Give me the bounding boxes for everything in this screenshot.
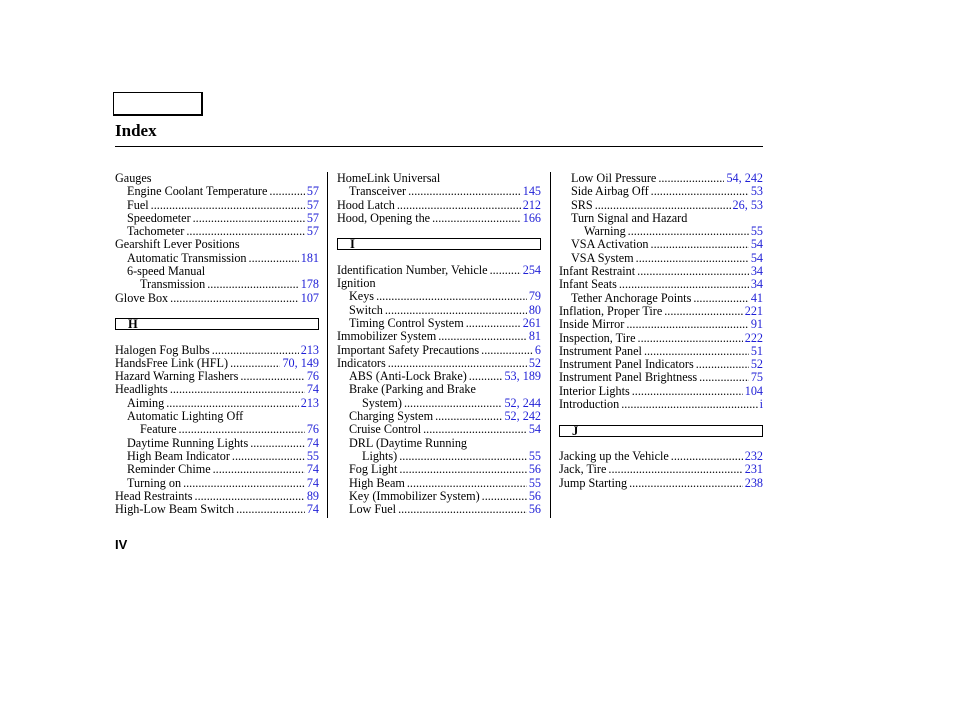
entry-label: Instrument Panel Indicators bbox=[559, 357, 694, 372]
leader-dots bbox=[166, 397, 298, 410]
index-entry bbox=[559, 450, 763, 463]
entry-label: Instrument Panel bbox=[559, 343, 642, 358]
leader-dots bbox=[236, 503, 305, 516]
leader-dots bbox=[651, 238, 749, 251]
entry-label: Halogen Fog Bulbs bbox=[115, 342, 210, 357]
index-entry bbox=[337, 503, 541, 516]
leader-dots bbox=[664, 305, 742, 318]
page-link[interactable]: 6 bbox=[534, 342, 541, 357]
page-link[interactable]: 75 bbox=[750, 370, 763, 385]
entry-label: Infant Restraint bbox=[559, 264, 636, 279]
index-entry bbox=[337, 185, 541, 198]
index-entry bbox=[559, 172, 763, 185]
page-link[interactable]: 80 bbox=[528, 302, 541, 317]
index-entry bbox=[559, 238, 763, 251]
index-entry bbox=[559, 358, 763, 371]
page-link[interactable]: 54 bbox=[528, 422, 541, 437]
entry-label: Ignition bbox=[337, 276, 376, 291]
entry-label: Identification Number, Vehicle bbox=[337, 262, 488, 277]
index-entry bbox=[559, 345, 763, 358]
leader-dots bbox=[376, 290, 527, 303]
leader-dots bbox=[230, 357, 280, 370]
page-link[interactable]: 181 bbox=[300, 250, 319, 265]
leader-dots bbox=[658, 172, 724, 185]
leader-dots bbox=[608, 463, 742, 476]
column-divider-2 bbox=[550, 172, 551, 518]
index-entry bbox=[337, 330, 541, 343]
page-link[interactable]: 74 bbox=[306, 382, 319, 397]
leader-dots bbox=[179, 423, 305, 436]
index-entry bbox=[115, 292, 319, 305]
leader-dots bbox=[232, 450, 305, 463]
entry-label: Keys bbox=[349, 289, 375, 304]
entry-label: Low Oil Pressure bbox=[571, 171, 657, 185]
leader-dots bbox=[385, 304, 527, 317]
entry-label: Indicators bbox=[337, 355, 386, 370]
index-entry bbox=[559, 252, 763, 265]
entry-label: Fog Light bbox=[349, 462, 398, 477]
entry-label: Charging System bbox=[349, 409, 434, 424]
section-header: H bbox=[115, 318, 319, 330]
page-link[interactable]: 91 bbox=[750, 317, 763, 332]
index-entry bbox=[115, 503, 319, 516]
entry-label: Switch bbox=[349, 302, 383, 317]
index-entry bbox=[115, 252, 319, 265]
index-entry bbox=[115, 278, 319, 291]
index-tab-box bbox=[113, 92, 203, 116]
page-link[interactable]: 74 bbox=[306, 462, 319, 477]
leader-dots bbox=[637, 265, 749, 278]
entry-label: Jump Starting bbox=[559, 475, 628, 490]
entry-label: Key (Immobilizer System) bbox=[349, 488, 480, 503]
index-entry bbox=[559, 332, 763, 345]
entry-label: Brake (Parking and Brake bbox=[349, 382, 476, 397]
index-entry bbox=[115, 437, 319, 450]
page-link[interactable]: 54 bbox=[750, 250, 763, 265]
index-entry bbox=[115, 423, 319, 436]
leader-dots bbox=[469, 370, 503, 383]
page-link[interactable]: 145 bbox=[522, 184, 541, 199]
index-entry bbox=[337, 450, 541, 463]
page-link[interactable]: 70, 149 bbox=[282, 355, 319, 370]
index-entry bbox=[337, 477, 541, 490]
page-link[interactable]: 76 bbox=[306, 422, 319, 437]
leader-dots bbox=[644, 345, 749, 358]
page-link[interactable]: 53, 189 bbox=[504, 369, 541, 384]
entry-label: Cruise Control bbox=[349, 422, 422, 437]
index-entry bbox=[559, 305, 763, 318]
leader-dots bbox=[482, 490, 527, 503]
leader-dots bbox=[621, 398, 757, 411]
spacer bbox=[115, 305, 319, 318]
entry-label: Transceiver bbox=[349, 184, 407, 199]
spacer bbox=[559, 437, 763, 450]
index-entry bbox=[337, 290, 541, 303]
entry-label: VSA System bbox=[571, 250, 634, 265]
leader-dots bbox=[183, 477, 305, 490]
page-link[interactable]: 57 bbox=[306, 224, 319, 239]
index-column-2 bbox=[337, 172, 541, 516]
page-link[interactable]: 221 bbox=[744, 303, 763, 318]
entry-label: High Beam Indicator bbox=[127, 448, 230, 463]
page-link[interactable]: 212 bbox=[522, 197, 541, 212]
entry-label: Automatic Lighting Off bbox=[127, 409, 244, 424]
entry-label: Low Fuel bbox=[349, 502, 397, 517]
leader-dots bbox=[170, 383, 305, 396]
page-link[interactable]: 213 bbox=[300, 395, 319, 410]
index-column-3 bbox=[559, 172, 763, 490]
leader-dots bbox=[638, 332, 743, 345]
entry-label: Head Restraints bbox=[115, 488, 193, 503]
leader-dots bbox=[399, 463, 526, 476]
page-link[interactable]: 53 bbox=[750, 184, 763, 199]
section-header: I bbox=[337, 238, 541, 250]
leader-dots bbox=[269, 185, 304, 198]
index-entry bbox=[115, 397, 319, 410]
entry-label: Fuel bbox=[127, 197, 149, 212]
entry-label: Glove Box bbox=[115, 290, 169, 305]
page-link[interactable]: 74 bbox=[306, 475, 319, 490]
page-link[interactable]: 261 bbox=[522, 315, 541, 330]
page-link[interactable]: i bbox=[759, 397, 763, 412]
page-link[interactable]: 52, 242 bbox=[504, 409, 541, 424]
index-column-1 bbox=[115, 172, 319, 516]
spacer bbox=[337, 250, 541, 263]
page-link[interactable]: 231 bbox=[744, 462, 763, 477]
entry-label: Automatic Transmission bbox=[127, 250, 247, 265]
page-link[interactable]: 34 bbox=[750, 264, 763, 279]
leader-dots bbox=[399, 450, 527, 463]
index-entry bbox=[115, 410, 319, 423]
page-link[interactable]: 52, 244 bbox=[504, 395, 541, 410]
page-link[interactable]: 55 bbox=[306, 448, 319, 463]
leader-dots bbox=[595, 199, 731, 212]
index-entry bbox=[337, 423, 541, 436]
page-link[interactable]: 55 bbox=[528, 475, 541, 490]
page-link[interactable]: 57 bbox=[306, 184, 319, 199]
entry-label: Engine Coolant Temperature bbox=[127, 184, 268, 199]
index-entry bbox=[559, 463, 763, 476]
index-entry bbox=[115, 450, 319, 463]
index-entry bbox=[559, 477, 763, 490]
index-entry bbox=[559, 199, 763, 212]
entry-label: Timing Control System bbox=[349, 315, 464, 330]
page-link[interactable]: 89 bbox=[306, 488, 319, 503]
page-link[interactable]: 41 bbox=[750, 290, 763, 305]
index-entry bbox=[115, 225, 319, 238]
entry-label: Inflation, Proper Tire bbox=[559, 303, 663, 318]
page-link[interactable]: 76 bbox=[306, 369, 319, 384]
index-entry bbox=[337, 397, 541, 410]
page-title: Index bbox=[115, 121, 157, 140]
entry-label: Transmission bbox=[140, 277, 206, 292]
index-entry bbox=[337, 212, 541, 225]
leader-dots bbox=[699, 371, 749, 384]
index-entry bbox=[337, 317, 541, 330]
leader-dots bbox=[398, 503, 527, 516]
index-entry bbox=[337, 264, 541, 277]
entry-label: 6-speed Manual bbox=[127, 264, 206, 279]
page-link[interactable]: 104 bbox=[744, 383, 763, 398]
page-link[interactable]: 238 bbox=[744, 475, 763, 490]
entry-label: Warning bbox=[584, 224, 626, 239]
spacer bbox=[559, 411, 763, 424]
leader-dots bbox=[249, 252, 299, 265]
entry-label: Aiming bbox=[127, 395, 165, 410]
leader-dots bbox=[397, 199, 521, 212]
index-entry bbox=[115, 463, 319, 476]
leader-dots bbox=[170, 292, 299, 305]
index-entry bbox=[115, 212, 319, 225]
entry-label: Tachometer bbox=[127, 224, 185, 239]
entry-label: HomeLink Universal bbox=[337, 171, 441, 185]
index-entry bbox=[115, 490, 319, 503]
entry-label: Gearshift Lever Positions bbox=[115, 237, 240, 252]
entry-label: SRS bbox=[571, 197, 593, 212]
page-link[interactable]: 55 bbox=[750, 224, 763, 239]
page-number: IV bbox=[115, 537, 128, 552]
index-entry bbox=[115, 172, 319, 185]
entry-label: Reminder Chime bbox=[127, 462, 211, 477]
leader-dots bbox=[490, 264, 521, 277]
index-entry bbox=[559, 385, 763, 398]
entry-label: Hood Latch bbox=[337, 197, 395, 212]
entry-label: Tether Anchorage Points bbox=[571, 290, 692, 305]
page-link[interactable]: 52 bbox=[750, 357, 763, 372]
entry-label: Hood, Opening the bbox=[337, 210, 431, 225]
entry-label: VSA Activation bbox=[571, 237, 649, 252]
index-entry bbox=[115, 383, 319, 396]
index-entry bbox=[115, 477, 319, 490]
entry-label: ABS (Anti-Lock Brake) bbox=[349, 369, 467, 384]
entry-label: High Beam bbox=[349, 475, 405, 490]
entry-label: Turning on bbox=[127, 475, 182, 490]
index-entry bbox=[115, 265, 319, 278]
page-link[interactable]: 81 bbox=[528, 329, 541, 344]
index-entry bbox=[559, 185, 763, 198]
leader-dots bbox=[388, 357, 527, 370]
page-link[interactable]: 52 bbox=[528, 355, 541, 370]
leader-dots bbox=[628, 225, 749, 238]
leader-dots bbox=[629, 477, 743, 490]
index-entry bbox=[559, 265, 763, 278]
index-entry bbox=[115, 357, 319, 370]
entry-label: Inside Mirror bbox=[559, 317, 625, 332]
leader-dots bbox=[408, 185, 521, 198]
leader-dots bbox=[186, 225, 304, 238]
spacer bbox=[115, 330, 319, 343]
entry-label: Lights) bbox=[362, 448, 398, 463]
page-link[interactable]: 26, 53 bbox=[732, 197, 763, 212]
index-entry bbox=[337, 437, 541, 450]
page-link[interactable]: 56 bbox=[528, 488, 541, 503]
page-link[interactable]: 74 bbox=[306, 502, 319, 517]
leader-dots bbox=[432, 212, 521, 225]
entry-label: Introduction bbox=[559, 397, 620, 412]
index-entry bbox=[559, 398, 763, 411]
page-link[interactable]: 57 bbox=[306, 210, 319, 225]
entry-label: HandsFree Link (HFL) bbox=[115, 355, 229, 370]
entry-label: Side Airbag Off bbox=[571, 184, 649, 199]
entry-label: Hazard Warning Flashers bbox=[115, 369, 239, 384]
leader-dots bbox=[407, 477, 527, 490]
leader-dots bbox=[619, 278, 749, 291]
entry-label: Interior Lights bbox=[559, 383, 630, 398]
page-link[interactable]: 34 bbox=[750, 277, 763, 292]
leader-dots bbox=[636, 252, 749, 265]
index-entry bbox=[337, 277, 541, 290]
entry-label: Instrument Panel Brightness bbox=[559, 370, 698, 385]
index-entry bbox=[115, 370, 319, 383]
entry-label: Daytime Running Lights bbox=[127, 435, 249, 450]
leader-dots bbox=[404, 397, 502, 410]
entry-label: High-Low Beam Switch bbox=[115, 502, 235, 517]
page-link[interactable]: 56 bbox=[528, 462, 541, 477]
entry-label: Important Safety Precautions bbox=[337, 342, 480, 357]
index-entry bbox=[559, 318, 763, 331]
leader-dots bbox=[651, 185, 749, 198]
page-link[interactable]: 213 bbox=[300, 342, 319, 357]
section-header: J bbox=[559, 425, 763, 437]
index-entry bbox=[559, 225, 763, 238]
entry-label: Inspection, Tire bbox=[559, 330, 636, 345]
index-entry bbox=[337, 370, 541, 383]
spacer bbox=[337, 225, 541, 238]
index-entry bbox=[337, 199, 541, 212]
page-link[interactable]: 254 bbox=[522, 262, 541, 277]
index-entry bbox=[115, 344, 319, 357]
leader-dots bbox=[466, 317, 521, 330]
leader-dots bbox=[438, 330, 527, 343]
index-entry bbox=[337, 463, 541, 476]
leader-dots bbox=[240, 370, 304, 383]
index-entry bbox=[337, 172, 541, 185]
column-divider-1 bbox=[327, 172, 328, 518]
leader-dots bbox=[671, 450, 743, 463]
page-link[interactable]: 107 bbox=[300, 290, 319, 305]
index-entry bbox=[337, 383, 541, 396]
index-entry bbox=[337, 344, 541, 357]
page-link[interactable]: 54, 242 bbox=[726, 171, 763, 185]
leader-dots bbox=[151, 199, 305, 212]
entry-label: Turn Signal and Hazard bbox=[571, 210, 688, 225]
entry-label: System) bbox=[362, 395, 402, 410]
index-entry bbox=[559, 292, 763, 305]
entry-label: Infant Seats bbox=[559, 277, 617, 292]
entry-label: Jack, Tire bbox=[559, 462, 607, 477]
index-entry bbox=[559, 278, 763, 291]
entry-label: Headlights bbox=[115, 382, 168, 397]
index-entry bbox=[559, 371, 763, 384]
leader-dots bbox=[481, 344, 533, 357]
page-link[interactable]: 166 bbox=[522, 210, 541, 225]
index-entry bbox=[337, 490, 541, 503]
entry-label: DRL (Daytime Running bbox=[349, 435, 468, 450]
leader-dots bbox=[696, 358, 749, 371]
page-link[interactable]: 54 bbox=[750, 237, 763, 252]
leader-dots bbox=[626, 318, 748, 331]
index-entry bbox=[115, 199, 319, 212]
page-link[interactable]: 222 bbox=[744, 330, 763, 345]
index-entry bbox=[337, 357, 541, 370]
leader-dots bbox=[212, 344, 299, 357]
index-entry bbox=[559, 212, 763, 225]
entry-label: Jacking up the Vehicle bbox=[559, 448, 669, 463]
leader-dots bbox=[632, 385, 743, 398]
page-link[interactable]: 51 bbox=[750, 343, 763, 358]
leader-dots bbox=[693, 292, 748, 305]
leader-dots bbox=[207, 278, 298, 291]
page-link[interactable]: 74 bbox=[306, 435, 319, 450]
leader-dots bbox=[195, 490, 305, 503]
page-link[interactable]: 55 bbox=[528, 448, 541, 463]
leader-dots bbox=[213, 463, 305, 476]
leader-dots bbox=[423, 423, 527, 436]
index-entry bbox=[337, 410, 541, 423]
index-entry bbox=[115, 185, 319, 198]
entry-label: Immobilizer System bbox=[337, 329, 437, 344]
page-link[interactable]: 56 bbox=[528, 502, 541, 517]
page-link[interactable]: 57 bbox=[306, 197, 319, 212]
entry-label: Feature bbox=[140, 422, 177, 437]
index-entry bbox=[337, 304, 541, 317]
page-link[interactable]: 178 bbox=[300, 277, 319, 292]
page-link[interactable]: 232 bbox=[744, 448, 763, 463]
title-rule bbox=[115, 146, 763, 147]
leader-dots bbox=[250, 437, 305, 450]
page-link[interactable]: 79 bbox=[528, 289, 541, 304]
leader-dots bbox=[193, 212, 305, 225]
leader-dots bbox=[435, 410, 502, 423]
index-entry bbox=[115, 238, 319, 251]
entry-label: Speedometer bbox=[127, 210, 191, 225]
entry-label: Gauges bbox=[115, 171, 152, 185]
